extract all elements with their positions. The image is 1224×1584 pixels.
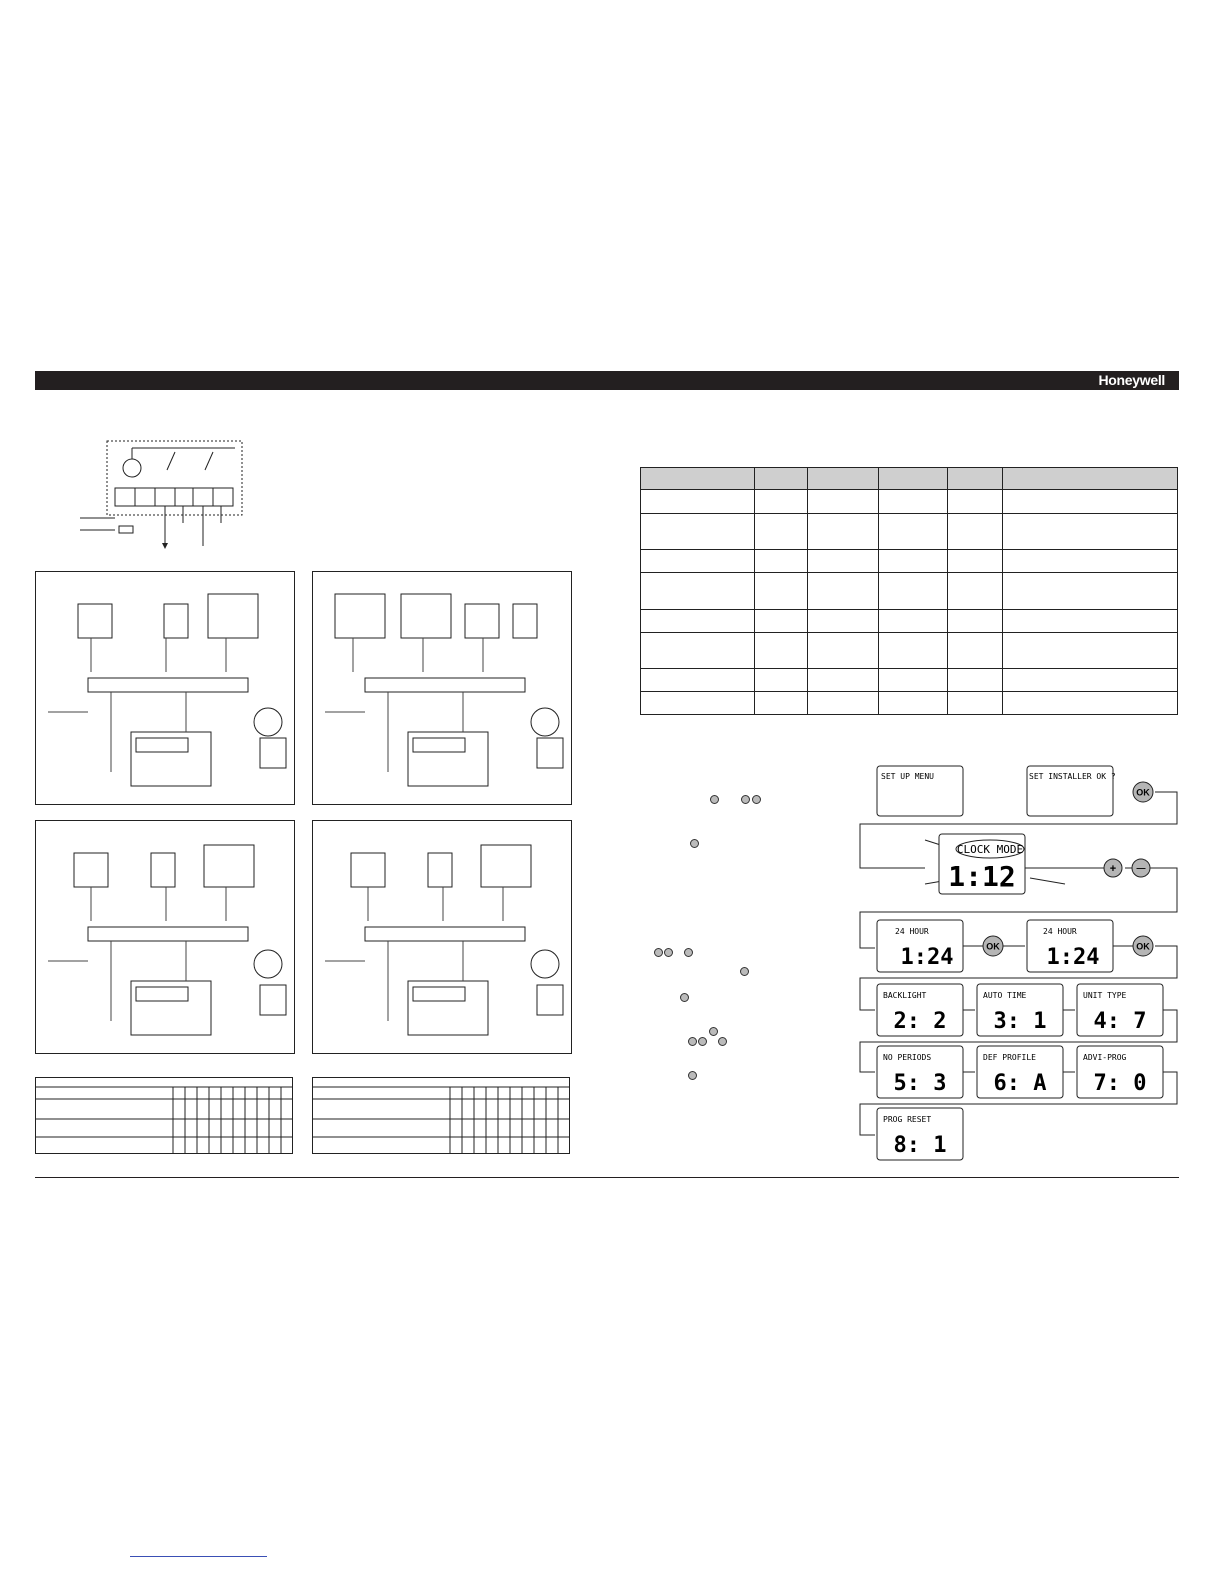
terminal-table-right xyxy=(312,1077,570,1155)
param-value: 6: A xyxy=(993,1071,1047,1096)
hour24-label-blink: 24 HOUR xyxy=(895,927,929,936)
set-installer-screen: SET INSTALLER OK ? xyxy=(1029,772,1116,781)
hour24-value: 1:24 xyxy=(1046,945,1100,970)
param-label: ADVI-PROG xyxy=(1083,1053,1127,1062)
param-label: DEF PROFILE xyxy=(983,1053,1036,1062)
param-label: BACKLIGHT xyxy=(883,991,927,1000)
ok-icon xyxy=(709,1027,718,1036)
param-value: 3: 1 xyxy=(993,1009,1047,1034)
ok-icon xyxy=(688,1071,697,1080)
param-label: PROG RESET xyxy=(883,1115,932,1124)
param-value: 7: 0 xyxy=(1093,1071,1147,1096)
clock-mode-label: CLOCK MODE xyxy=(956,843,1024,856)
clock-icon xyxy=(741,795,750,804)
param-label: UNIT TYPE xyxy=(1083,991,1127,1000)
param-value: 4: 7 xyxy=(1093,1009,1147,1034)
plus-icon xyxy=(698,1037,707,1046)
ok-icon xyxy=(740,967,749,976)
ok-icon xyxy=(680,993,689,1002)
config-table xyxy=(640,467,1178,715)
wiring-diagram-2 xyxy=(312,571,572,805)
clock-icon xyxy=(654,948,663,957)
wiring-diagram-4 xyxy=(312,820,572,1054)
terminal-table-left xyxy=(35,1077,293,1155)
wiring-diagram-3 xyxy=(35,820,295,1054)
plus-icon xyxy=(664,948,673,957)
hour24-label: 24 HOUR xyxy=(1043,927,1077,936)
ok-button[interactable]: OK xyxy=(986,941,1000,952)
ok-button[interactable]: OK xyxy=(1136,941,1150,952)
param-value: 5: 3 xyxy=(893,1071,947,1096)
wiring-diagram-1 xyxy=(35,571,295,805)
ok-button[interactable]: OK xyxy=(1136,787,1150,798)
footer-rule xyxy=(35,1177,1179,1178)
device-schematic xyxy=(75,438,250,553)
clock-icon xyxy=(688,1037,697,1046)
link-underline[interactable] xyxy=(130,1556,267,1557)
minus-button[interactable]: — xyxy=(1136,863,1146,873)
minus-icon xyxy=(718,1037,727,1046)
param-value: 2: 2 xyxy=(893,1009,947,1034)
setup-menu-screen: SET UP MENU xyxy=(881,772,934,781)
param-value: 8: 1 xyxy=(893,1133,947,1158)
param-label: NO PERIODS xyxy=(883,1053,932,1062)
ok-icon xyxy=(710,795,719,804)
setup-flow-diagram xyxy=(855,760,1185,1165)
minus-icon xyxy=(684,948,693,957)
clock-mode-value: 1:12 xyxy=(948,860,1016,893)
param-label: AUTO TIME xyxy=(983,991,1027,1000)
minus-icon xyxy=(752,795,761,804)
plus-button[interactable]: + xyxy=(1109,863,1117,875)
brand-logo: Honeywell xyxy=(1098,372,1165,388)
hour24-value-blink: 1:24 xyxy=(900,945,954,970)
ok-icon xyxy=(690,839,699,848)
header-bar xyxy=(35,371,1179,390)
